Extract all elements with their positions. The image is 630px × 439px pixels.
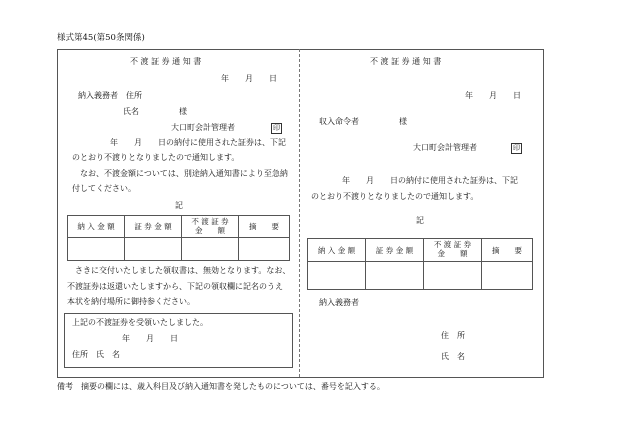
left-receipt-name: 住所 氏 名 [72, 350, 120, 359]
left-note-1: さきに交付いたしました領収書は、無効となります。なお、 [75, 266, 291, 275]
right-payer-label: 納入義務者 [319, 298, 359, 307]
right-col-dishonored-1: 不 渡 証 券 [433, 240, 472, 250]
cut-line [299, 49, 300, 377]
left-note-2: 不渡証券は返還いたしますから、下記の領収欄に記名のうえ [67, 282, 283, 291]
left-officer: 大口町会計管理者 [171, 123, 235, 132]
right-seal-icon: 印 [513, 144, 520, 152]
right-cell-payment[interactable] [308, 262, 366, 290]
right-ki: 記 [416, 216, 424, 225]
left-title: 不 渡 証 券 通 知 書 [130, 57, 202, 66]
left-receipt-text: 上記の不渡証券を受領いたしました。 [72, 318, 208, 327]
right-body-2: のとおり不渡りとなりましたので通知します。 [311, 192, 479, 201]
right-cell-dishonored[interactable] [424, 262, 482, 290]
left-note-3: 本状を納付場所に御持参ください。 [67, 297, 195, 306]
left-col-security: 証 券 金 額 [125, 216, 182, 238]
right-col-remarks: 摘 要 [482, 239, 533, 262]
right-col-dishonored-2: 金 額 [437, 249, 468, 258]
left-ki: 記 [175, 201, 183, 210]
right-recipient: 収入命令者 様 [319, 117, 407, 126]
left-body-3: なお、不渡金額については、別途納入通知書により至急納 [80, 169, 288, 178]
form-id: 様式第45(第50条関係) [57, 33, 145, 43]
right-name: 氏 名 [441, 352, 465, 361]
left-payer-label: 納入義務者 住所 [78, 91, 142, 100]
left-date: 年 月 日 [221, 74, 277, 83]
left-name-label: 氏名 様 [123, 107, 187, 116]
left-cell-remarks[interactable] [239, 238, 290, 261]
left-col-payment: 納 入 金 額 [68, 216, 125, 238]
left-body-2: のとおり不渡りとなりましたので通知します。 [72, 153, 240, 162]
right-col-payment: 納 入 金 額 [308, 239, 366, 262]
left-col-dishonored-1: 不 渡 証 券 [191, 216, 229, 226]
right-cell-remarks[interactable] [482, 262, 533, 290]
left-col-dishonored-2: 金 額 [195, 225, 225, 235]
right-date: 年 月 日 [465, 91, 521, 100]
right-body-1: 年 月 日の納付に使用された証券は、下記 [342, 176, 518, 185]
right-address: 住 所 [441, 331, 465, 340]
right-col-security: 証 券 金 額 [366, 239, 424, 262]
left-body-1: 年 月 日の納付に使用された証券は、下記 [110, 138, 286, 147]
left-seal-icon: 印 [273, 124, 280, 132]
left-body-4: 付してください。 [72, 184, 136, 193]
left-col-dishonored [182, 216, 239, 238]
right-title: 不 渡 証 券 通 知 書 [370, 57, 442, 66]
right-officer: 大口町会計管理者 [413, 143, 477, 152]
right-cell-security[interactable] [366, 262, 424, 290]
right-amount-table [307, 238, 533, 290]
left-col-remarks: 摘 要 [239, 216, 290, 238]
remark-note: 備考 摘要の欄には、歳入科目及び納入通知書を発したものについては、番号を記入する。 [57, 382, 385, 391]
left-cell-payment[interactable] [68, 238, 125, 261]
left-cell-security[interactable] [125, 238, 182, 261]
left-receipt-date: 年 月 日 [122, 334, 178, 343]
left-cell-dishonored[interactable] [182, 238, 239, 261]
right-col-dishonored [424, 239, 482, 262]
left-amount-table [67, 215, 290, 261]
